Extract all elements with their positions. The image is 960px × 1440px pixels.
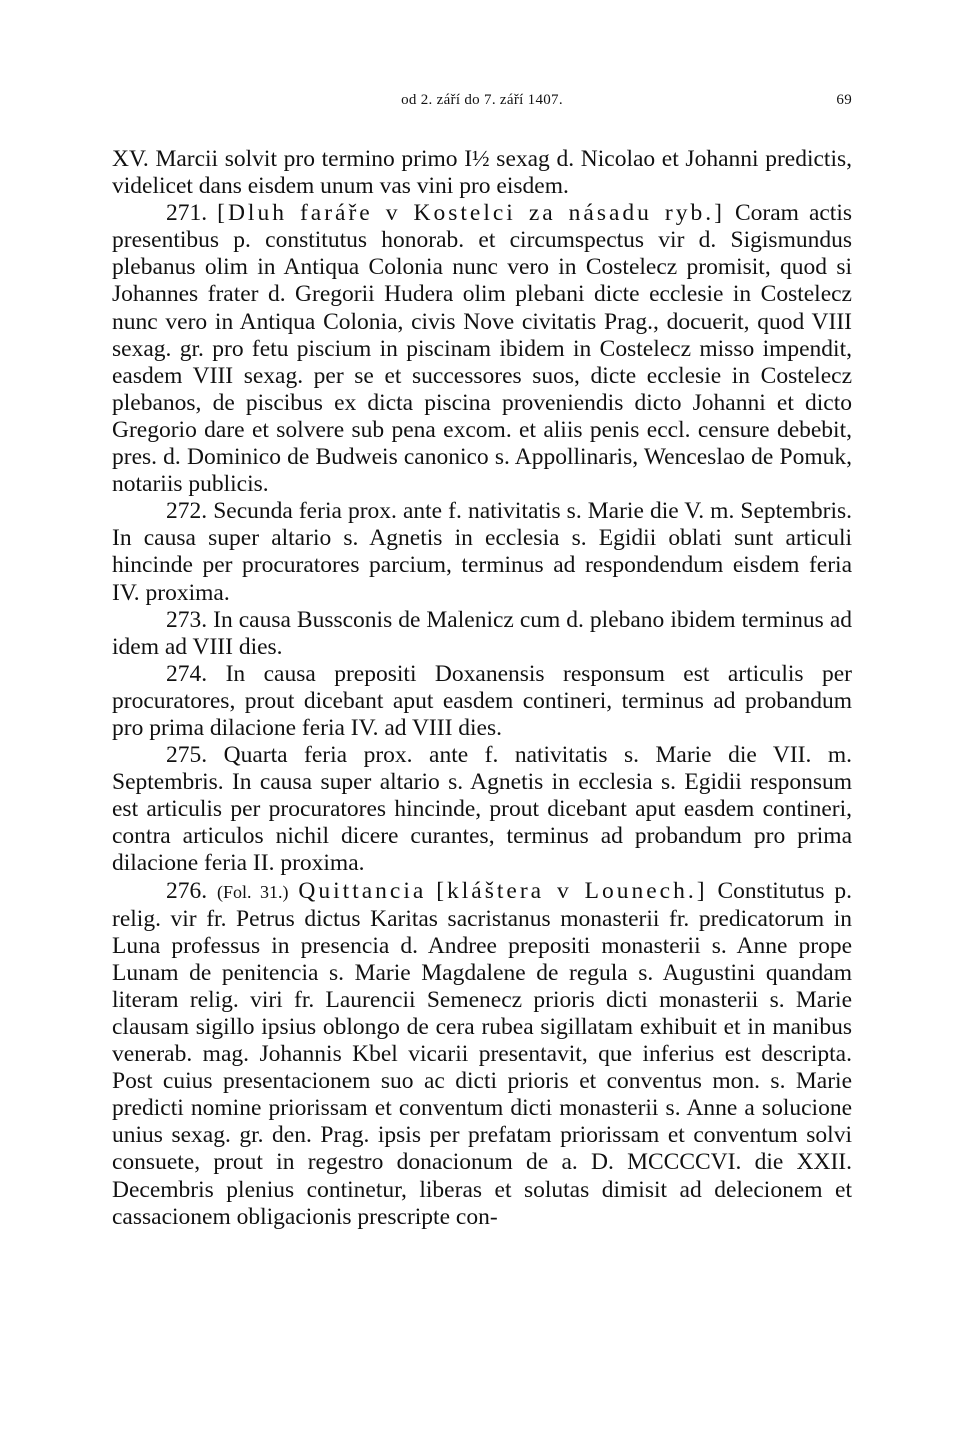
entry-274	[112, 661, 852, 742]
entry-number: 273.	[166, 606, 208, 633]
folio-reference: (Fol. 31.)	[217, 881, 289, 902]
entry-number: 275.	[166, 742, 208, 769]
entry-text: Coram actis presentibus p. constitutus honorab. et circumspectus vir d. Sigismundus plebanus olim in Antiqua Colonia nunc vero in Costelecz promisit, quod si Johannes frater d. Gregorii Hudera olim plebani dicte ecclesie in Costelecz nunc vero in Antiqua Colonia, civis Nove civitatis Prag., docuerit, quod VIII sexag. gr. pro fetu piscium in piscinam ibidem in Costelecz misso impendit, easdem VIII sexag. per se et successores suos, dicte ecclesie in Costelecz plebanos, de piscibus ex dicta piscina proveniendis dicto Johanni et dicto Gregorio dare et solvere sub pena excom. et aliis penis eccl. censure debebit, pres. d. Dominico de Budweis canonico s. Appollinaris, Wenceslao de Pomuk, notariis publicis.	[112, 200, 853, 498]
entry-271	[112, 200, 852, 498]
entry-text: In causa prepositi Doxanensis responsum est articulis per procuratores, prout dicebant aput easdem contineri, terminus ad probandum pro prima dilacione feria IV. ad VIII dies.	[112, 660, 852, 741]
running-head-title: od 2. září do 7. září 1407.	[401, 92, 563, 108]
entry-number: 276.	[166, 877, 208, 904]
entry-272	[112, 498, 852, 606]
paragraph-text: XV. Marcii solvit pro termino primo I½ sexag d. Nicolao et Johanni predictis, videlicet dans eisdem unum vas vini pro eisdem.	[112, 146, 852, 200]
entry-heading: [Dluh faráře v Kostelci za násadu ryb.]	[217, 200, 725, 227]
running-head	[112, 78, 852, 108]
entry-text: Secunda feria prox. ante f. nativitatis s. Marie die V. m. Septembris. In causa super altario s. Agnetis in ecclesia s. Egidii oblati sunt articuli hincinde per procuratores parcium, terminus ad respondendum eisdem feria IV. proxima.	[112, 498, 852, 606]
entry-273	[112, 607, 852, 661]
entry-heading: [kláštera v Lounech.]	[436, 877, 708, 904]
entry-number: 274.	[166, 660, 208, 687]
page-number: 69	[836, 92, 852, 108]
entry-275	[112, 742, 852, 877]
entry-number: 272.	[166, 498, 208, 525]
paragraph-270-continuation	[112, 146, 852, 200]
entry-heading-word: Quittancia	[298, 877, 427, 904]
entry-text: In causa Bussconis de Malenicz cum d. plebano ibidem terminus ad idem ad VIII dies.	[112, 606, 853, 660]
body-text	[112, 146, 852, 1231]
entry-text: Constitutus p. relig. vir fr. Petrus dictus Karitas sacristanus monasterii fr. predicatorum in Luna professus in presencia d. Andree prepositi monasterii s. Anne prope Lunam de penitencia s. Marie Magdalene de regula s. Augustini quandam literam relig. viri fr. Laurencii Semenecz prioris dicti monasterii s. Marie clausam sigillo ipsius oblongo de cera rubea sigillatam exhibuit et in manibus venerab. mag. Johannis Kbel vicarii presentavit, que inferius est descripta. Post cuius presentacionem suo ac dicti prioris et conventus mon. s. Marie predicti nomine priorissam et conventum dicti monasterii s. Anne a solucione unius sexag. gr. den. Prag. ipsis per prefatam priorissam et conventum solvi consuete, prout in regestro donacionum de a. D. MCCCCVI. die XXII. Decembris plenius continetur, liberas et solutas dimisit ad delecionem et cassacionem obligacionis prescripte con-	[112, 877, 853, 1230]
entry-276	[112, 878, 852, 1231]
entry-text: Quarta feria prox. ante f. nativitatis s. Marie die VII. m. Septembris. In causa super altario s. Agnetis in ecclesia s. Egidii responsum est articulis per procuratores hincinde, prout dicebant aput easdem contineri, contra articulos nichil dicere curantes, terminus ad probandum pro prima dilacione feria II. proxima.	[112, 742, 852, 877]
entry-number: 271.	[166, 200, 208, 227]
document-page	[112, 78, 852, 1231]
